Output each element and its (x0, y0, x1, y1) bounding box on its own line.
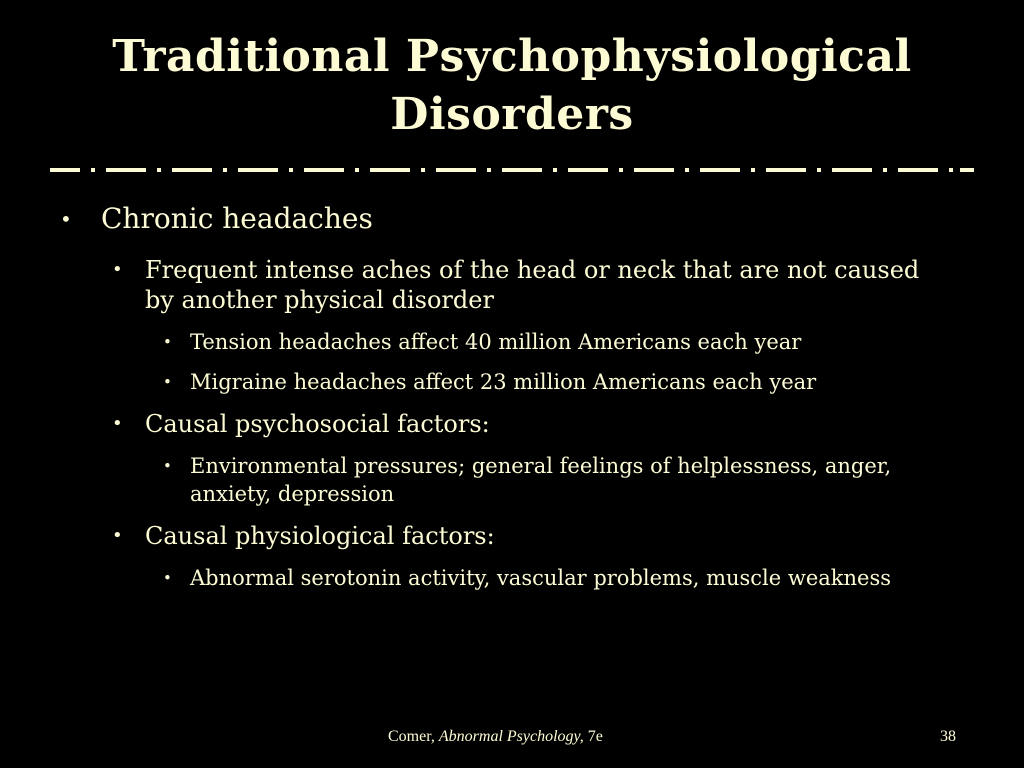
page-number: 38 (940, 728, 956, 745)
bullet-dot: • (112, 259, 123, 280)
bullet-dot: • (163, 333, 172, 351)
footer-edition: 7e (587, 728, 603, 745)
title-divider (50, 163, 974, 177)
bullet-text: Abnormal serotonin activity, vascular problems, muscle weakness (190, 566, 892, 590)
bullet-dot: • (112, 413, 123, 434)
footer-author: Comer, (388, 728, 435, 745)
bullet-dot: • (163, 457, 172, 475)
bullet-text: Frequent intense aches of the head or neck that are not caused by another physical disorder (145, 256, 920, 314)
bullet-dot: • (60, 207, 72, 231)
slide-title-line2: Disorders (390, 89, 634, 140)
bullet-text: Chronic headaches (101, 202, 373, 235)
bullet-dot: • (112, 525, 123, 546)
bullet-text: Environmental pressures; general feelings of helplessness, anger, anxiety, depression (190, 454, 892, 506)
footer-citation (388, 728, 603, 746)
bullet-text: Causal psychosocial factors: (145, 410, 490, 438)
bullet-text: Causal physiological factors: (145, 522, 495, 550)
footer-book-title: Abnormal Psychology, (438, 728, 584, 745)
slide-title (0, 28, 1024, 144)
bullet-dot: • (163, 373, 172, 391)
bullet-text: Tension headaches affect 40 million Americans each year (190, 330, 802, 354)
bullet-dot: • (163, 569, 172, 587)
bullet-text: Migraine headaches affect 23 million Americans each year (190, 370, 817, 394)
slide-title-line1: Traditional Psychophysiological (112, 31, 912, 82)
